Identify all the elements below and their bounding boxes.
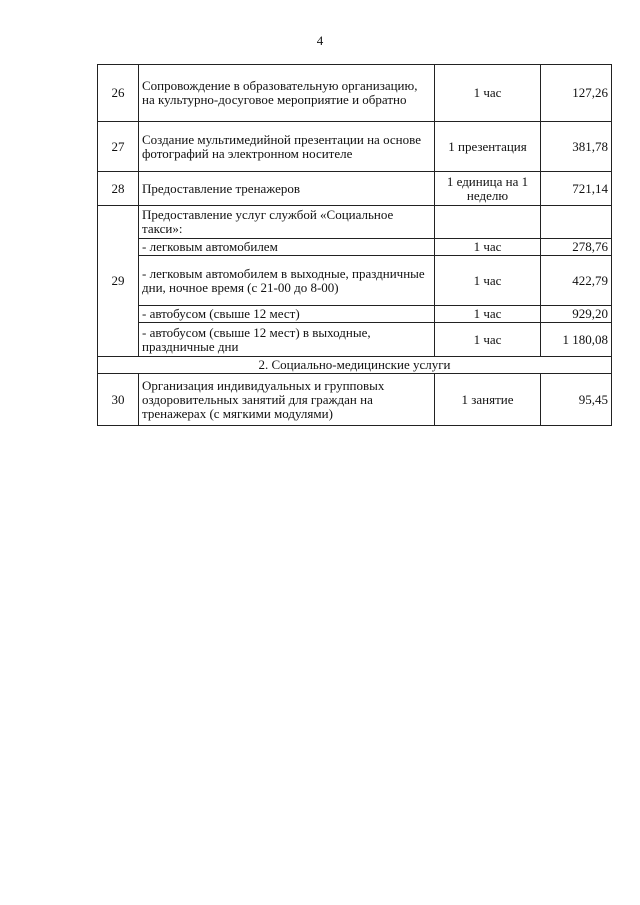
service-price: 929,20 xyxy=(541,306,612,323)
table-row-29-sub xyxy=(98,306,612,323)
services-price-table xyxy=(97,64,612,426)
service-unit: 1 час xyxy=(435,306,541,323)
service-unit: 1 час xyxy=(435,323,541,357)
row-number: 27 xyxy=(98,122,139,172)
service-name: - легковым автомобилем xyxy=(139,239,435,256)
service-price: 278,76 xyxy=(541,239,612,256)
table-row-30 xyxy=(98,374,612,426)
row-number: 29 xyxy=(98,206,139,357)
service-name: Предоставление услуг службой «Социальное такси»: xyxy=(139,206,435,239)
table-row-27 xyxy=(98,122,612,172)
service-price: 721,14 xyxy=(541,172,612,206)
service-unit: 1 занятие xyxy=(435,374,541,426)
service-price: 1 180,08 xyxy=(541,323,612,357)
service-price-empty xyxy=(541,206,612,239)
row-number: 26 xyxy=(98,65,139,122)
service-unit: 1 презентация xyxy=(435,122,541,172)
service-name: Предоставление тренажеров xyxy=(139,172,435,206)
table-row-28 xyxy=(98,172,612,206)
section-title: 2. Социально-медицинские услуги xyxy=(98,357,612,374)
service-unit: 1 час xyxy=(435,239,541,256)
table-row-29-header xyxy=(98,206,612,239)
table-row-29-sub xyxy=(98,256,612,306)
section-header-row xyxy=(98,357,612,374)
row-number: 28 xyxy=(98,172,139,206)
service-price: 422,79 xyxy=(541,256,612,306)
service-name: - легковым автомобилем в выходные, праздничные дни, ночное время (с 21-00 до 8-00) xyxy=(139,256,435,306)
row-number: 30 xyxy=(98,374,139,426)
service-unit: 1 час xyxy=(435,256,541,306)
service-unit: 1 час xyxy=(435,65,541,122)
service-name: Создание мультимедийной презентации на основе фотографий на электронном носителе xyxy=(139,122,435,172)
service-price: 127,26 xyxy=(541,65,612,122)
service-name: Организация индивидуальных и групповых оздоровительных занятий для граждан на тренажерах (с мягкими модулями) xyxy=(139,374,435,426)
service-price: 381,78 xyxy=(541,122,612,172)
service-unit: 1 единица на 1 неделю xyxy=(435,172,541,206)
service-unit-empty xyxy=(435,206,541,239)
service-name: - автобусом (свыше 12 мест) в выходные, праздничные дни xyxy=(139,323,435,357)
table-row-29-sub xyxy=(98,239,612,256)
table-row-26 xyxy=(98,65,612,122)
service-name: Сопровождение в образовательную организацию, на культурно-досуговое мероприятие и обратно xyxy=(139,65,435,122)
service-name: - автобусом (свыше 12 мест) xyxy=(139,306,435,323)
service-price: 95,45 xyxy=(541,374,612,426)
table-row-29-sub xyxy=(98,323,612,357)
page-number: 4 xyxy=(316,33,324,48)
